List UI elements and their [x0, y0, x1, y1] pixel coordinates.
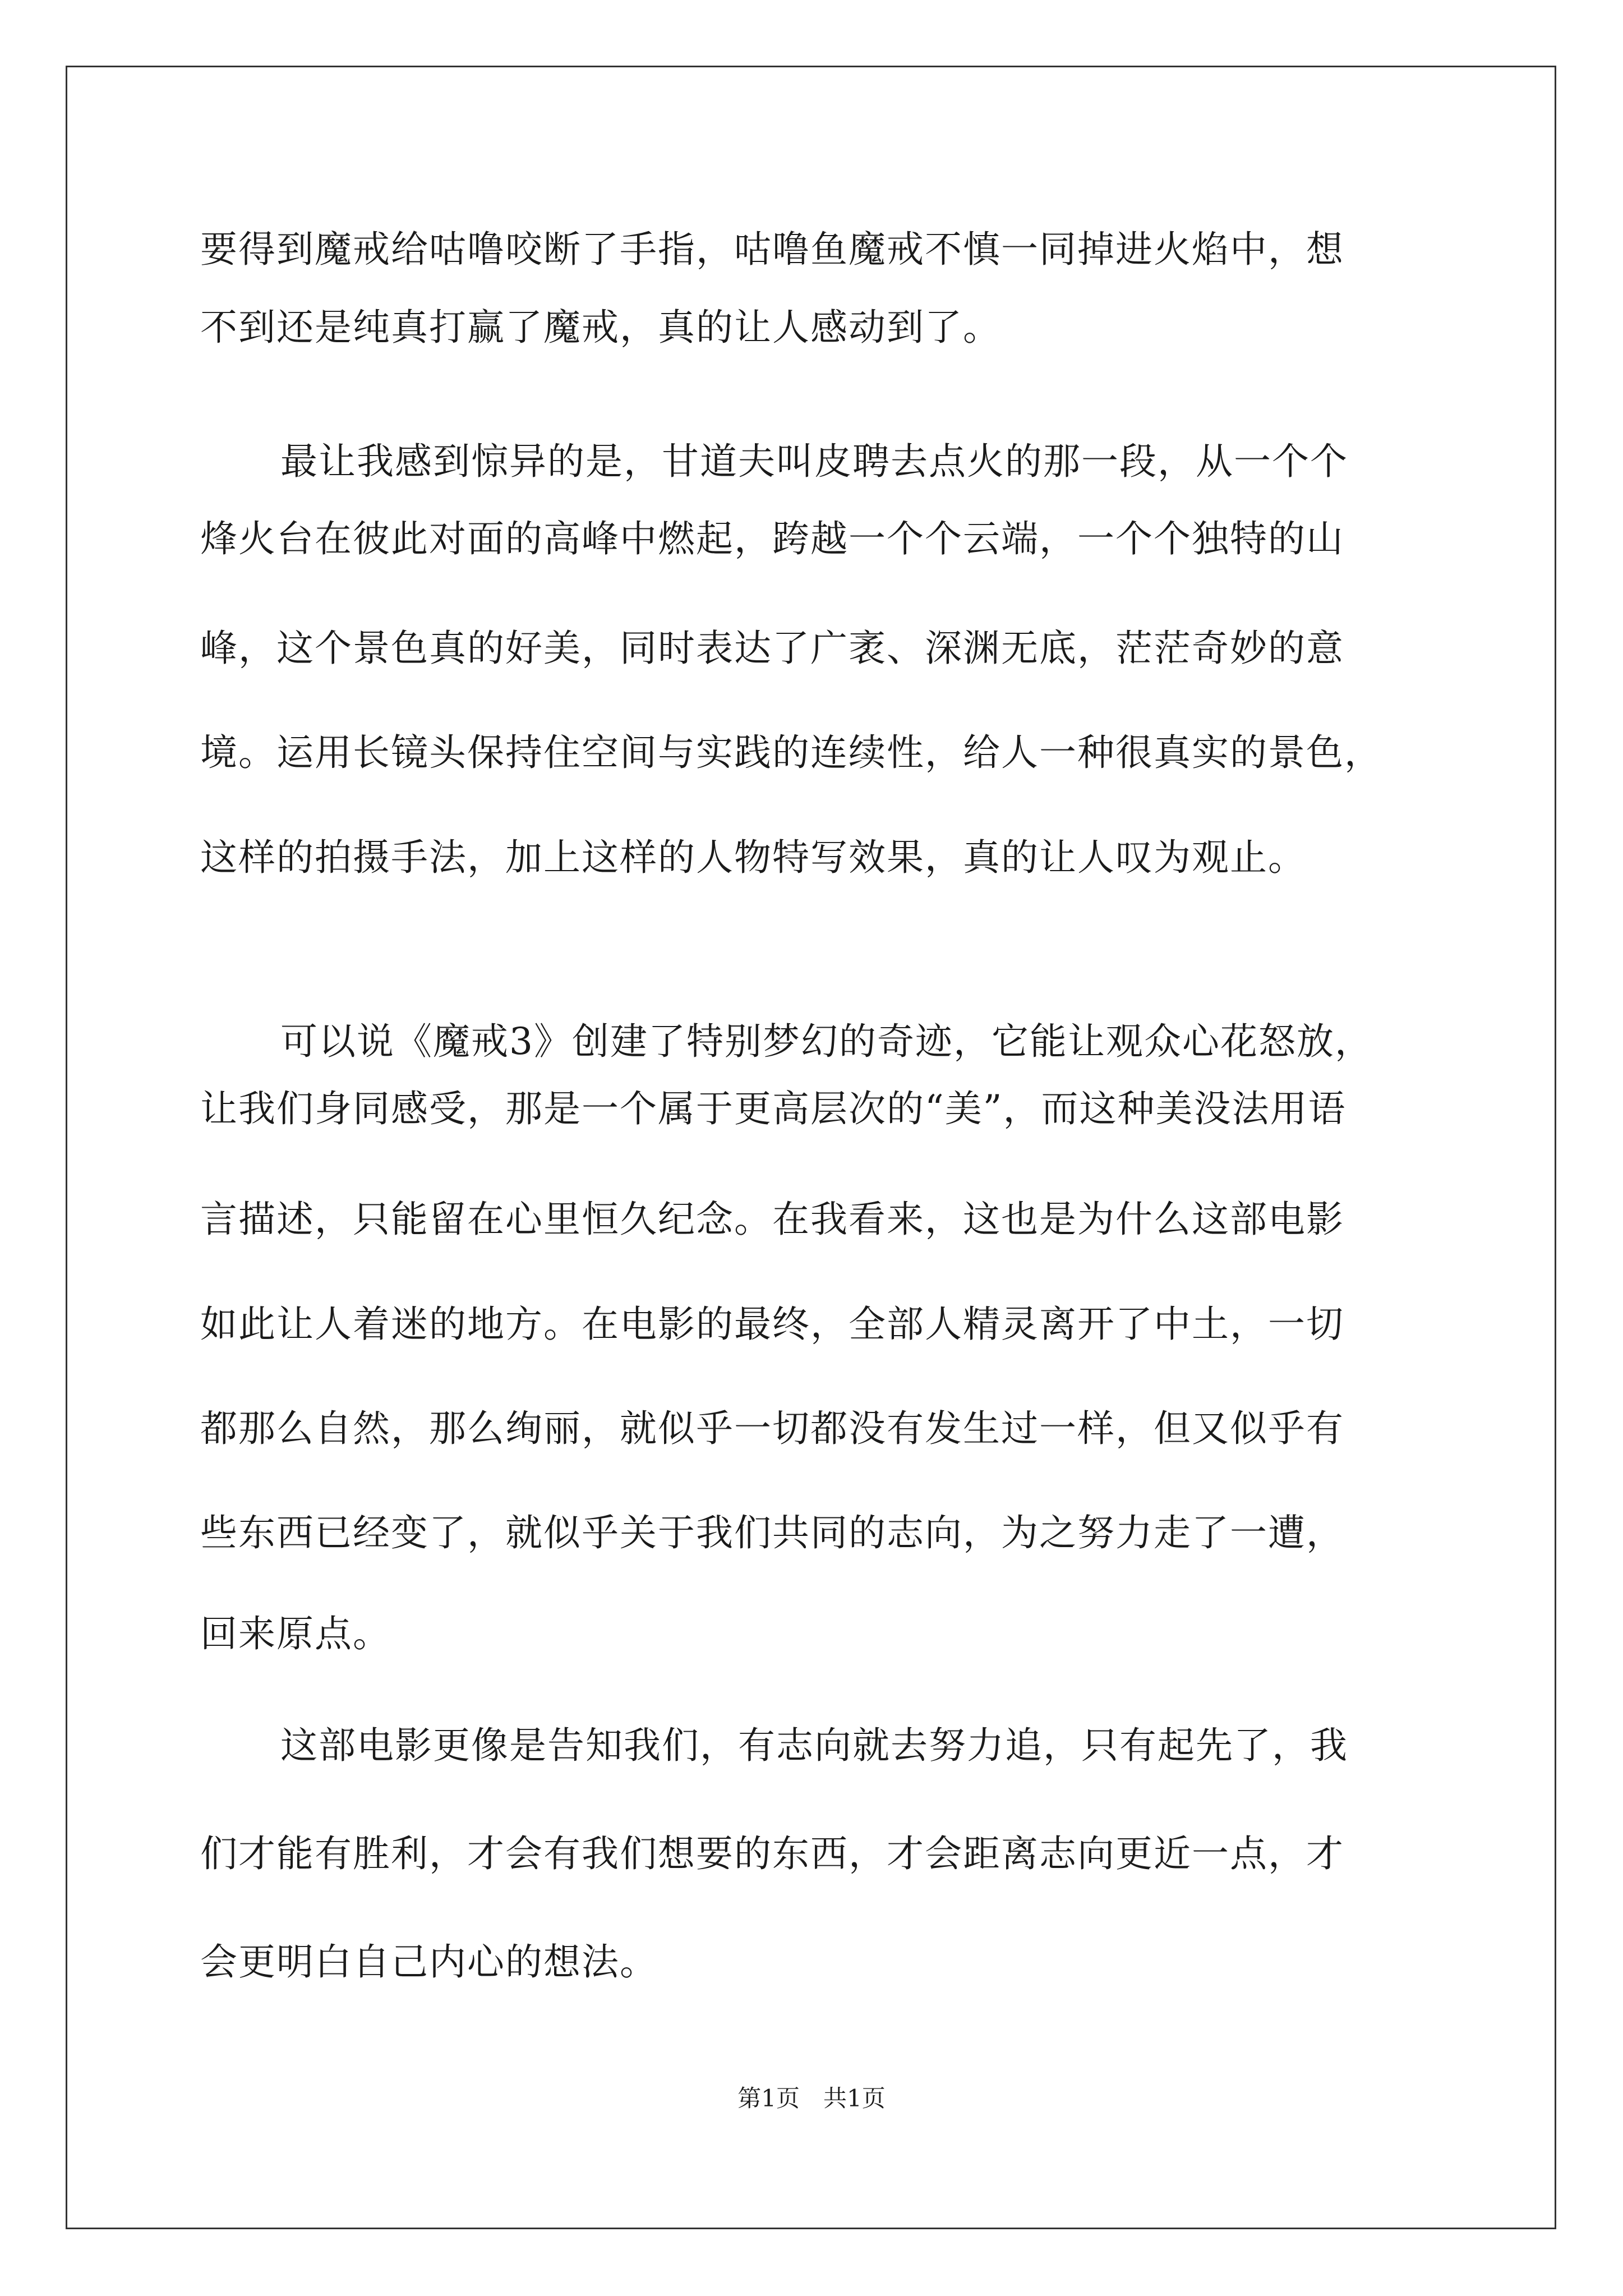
- paragraph-line: 不到还是纯真打赢了魔戒，真的让人感动到了。: [200, 306, 1001, 349]
- paragraph-line: 要得到魔戒给咕噜咬断了手指，咕噜鱼魔戒不慎一同掉进火焰中，想: [200, 228, 1344, 271]
- paragraph-line: 让我们身同感受，那是一个属于更高层次的“美”，而这种美没法用语: [200, 1087, 1347, 1130]
- paragraph-line: 些东西已经变了，就似乎关于我们共同的志向，为之努力走了一遭，: [200, 1511, 1344, 1554]
- paragraph-line: 言描述，只能留在心里恒久纪念。在我看来，这也是为什么这部电影: [200, 1198, 1344, 1241]
- paragraph-line: 烽火台在彼此对面的高峰中燃起，跨越一个个云端，一个个独特的山: [200, 517, 1344, 560]
- paragraph-line: 最让我感到惊异的是，甘道夫叫皮聘去点火的那一段，从一个个: [280, 440, 1348, 483]
- paragraph-line: 峰，这个景色真的好美，同时表达了广袤、深渊无底，茫茫奇妙的意: [200, 627, 1344, 670]
- paragraph-line: 境。运用长镜头保持住空间与实践的连续性，给人一种很真实的景色，: [200, 731, 1382, 774]
- paragraph-line: 都那么自然，那么绚丽，就似乎一切都没有发生过一样，但又似乎有: [200, 1407, 1344, 1450]
- paragraph-line: 会更明白自己内心的想法。: [200, 1940, 658, 1984]
- paragraph-line: 这部电影更像是告知我们，有志向就去努力追，只有起先了，我: [280, 1724, 1348, 1767]
- paragraph-line: 如此让人着迷的地方。在电影的最终，全部人精灵离开了中土，一切: [200, 1303, 1344, 1346]
- page-border: [66, 66, 1556, 2229]
- paragraph-line: 可以说《魔戒3》创建了特别梦幻的奇迹，它能让观众心花怒放，: [280, 1020, 1373, 1063]
- paragraph-line: 这样的拍摄手法，加上这样的人物特写效果，真的让人叹为观止。: [200, 836, 1306, 879]
- paragraph-line: 们才能有胜利，才会有我们想要的东西，才会距离志向更近一点，才: [200, 1832, 1344, 1875]
- paragraph-line: 回来原点。: [200, 1612, 391, 1655]
- page-number-footer: 第1页 共1页: [737, 2085, 886, 2112]
